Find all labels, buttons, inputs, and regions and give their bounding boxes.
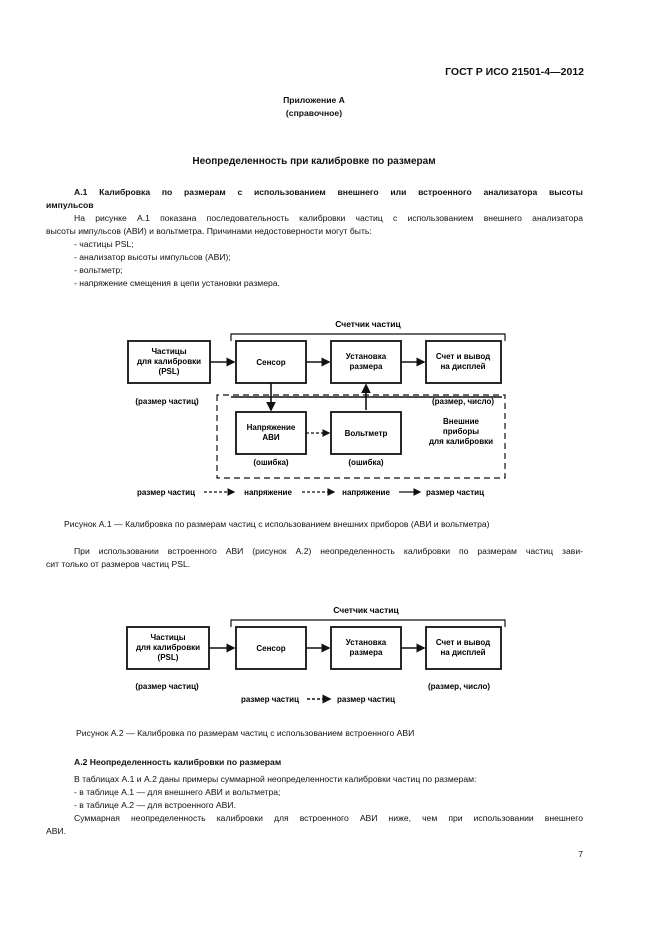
fig2-flow-label: размер частиц <box>337 695 395 704</box>
counter-bracket <box>231 334 505 341</box>
setup-box-line: Установка <box>345 352 387 361</box>
avi-box-line: Напряжение <box>246 423 296 432</box>
figure-a1-caption: Рисунок А.1 — Калибровка по размерам частиц с использованием внешних приборов (АВИ и вольтметра) <box>64 519 490 529</box>
setup-box-line: размера <box>349 362 383 371</box>
fig1-external-line: приборы <box>442 427 480 436</box>
sensor-box-label: Сенсор <box>256 358 286 367</box>
fig1-counter-label: Счетчик частиц <box>335 319 401 329</box>
a1-paragraph-line1: На рисунке А.1 показана последовательность калибровки частиц с использованием внешнего анализатора <box>74 213 583 223</box>
a2-heading: А.2 Неопределенность калибровки по размерам <box>74 757 282 767</box>
count-box-line: на дисплей <box>440 362 486 371</box>
psl-box-line: для калибровки <box>136 357 202 366</box>
fig1-external-line: Внешние <box>443 417 479 426</box>
a2-intro: В таблицах А.1 и А.2 даны примеры суммарной неопределенности калибровки частиц по размерам: <box>74 774 477 784</box>
fig1-external-line: для калибровки <box>428 437 494 446</box>
count-box-line: Счет и вывод <box>435 352 491 361</box>
fig1-flow-label: размер частиц <box>137 488 195 497</box>
a1-paragraph-line2: высоты импульсов (АВИ) и вольтметра. Причинами недостоверности могут быть: <box>46 226 372 236</box>
a2-list-item: - в таблице А.1 — для внешнего АВИ и вольтметра; <box>74 787 281 797</box>
setup-box-line: Установка <box>345 638 387 647</box>
paragraph2-line1: При использовании встроенного АВИ (рисунок А.2) неопределенность калибровки по размерам частиц зави- <box>74 546 583 556</box>
a2-conclusion-line2: АВИ. <box>46 826 67 836</box>
fig1-error-label: (ошибка) <box>348 458 384 467</box>
psl-box-line: (PSL) <box>157 653 179 662</box>
psl-box-line: Частицы <box>150 633 186 642</box>
setup-box-line: размера <box>349 648 383 657</box>
fig2-flow-label: размер частиц <box>241 695 299 704</box>
count-box-line: на дисплей <box>440 648 486 657</box>
fig1-flow-label: размер частиц <box>426 488 484 497</box>
fig1-size-num-label: (размер, число) <box>431 397 495 406</box>
a1-heading-cont: импульсов <box>46 200 94 210</box>
counter-bracket <box>231 620 505 627</box>
avi-box-line: АВИ <box>262 433 280 442</box>
a1-list-item: - анализатор высоты импульсов (АВИ); <box>74 252 231 262</box>
psl-box-line: Частицы <box>151 347 187 356</box>
psl-box-line: (PSL) <box>158 367 180 376</box>
a1-list-item: - частицы PSL; <box>74 239 134 249</box>
paragraph2-line2: сит только от размеров частиц PSL. <box>46 559 191 569</box>
voltmeter-box-label: Вольтметр <box>344 429 388 438</box>
page-number: 7 <box>578 849 583 859</box>
a1-list-item: - вольтметр; <box>74 265 123 275</box>
figure-a2-caption: Рисунок А.2 — Калибровка по размерам частиц с использованием встроенного АВИ <box>76 728 415 738</box>
fig2-counter-label: Счетчик частиц <box>333 605 399 615</box>
fig1-flow-label: напряжение <box>342 488 390 497</box>
fig1-error-label: (ошибка) <box>253 458 289 467</box>
document-header: ГОСТ Р ИСО 21501-4—2012 <box>445 66 584 78</box>
a2-conclusion-line1: Суммарная неопределенность калибровки для встроенного АВИ ниже, чем при использовании внешнего <box>74 813 583 823</box>
fig1-flow-label: напряжение <box>244 488 292 497</box>
fig2-size-label: (размер частиц) <box>135 682 199 691</box>
appendix-subtitle: (справочное) <box>285 108 343 118</box>
fig2-size-num-label: (размер, число) <box>427 682 491 691</box>
a1-list-item: - напряжение смещения в цепи установки размера. <box>74 278 280 288</box>
a1-heading: А.1 Калибровка по размерам с использованием внешнего или встроенного анализатора высоты <box>74 187 583 197</box>
a2-list-item: - в таблице А.2 — для встроенного АВИ. <box>74 800 236 810</box>
figure-a2-diagram <box>0 598 661 708</box>
sensor-box-label: Сенсор <box>256 644 286 653</box>
appendix-title: Приложение А <box>283 95 345 105</box>
section-title: Неопределенность при калибровке по размерам <box>192 156 436 167</box>
figure-a1-diagram <box>0 300 661 510</box>
psl-box-line: для калибровки <box>135 643 201 652</box>
fig1-size-label: (размер частиц) <box>135 397 199 406</box>
count-box-line: Счет и вывод <box>435 638 491 647</box>
